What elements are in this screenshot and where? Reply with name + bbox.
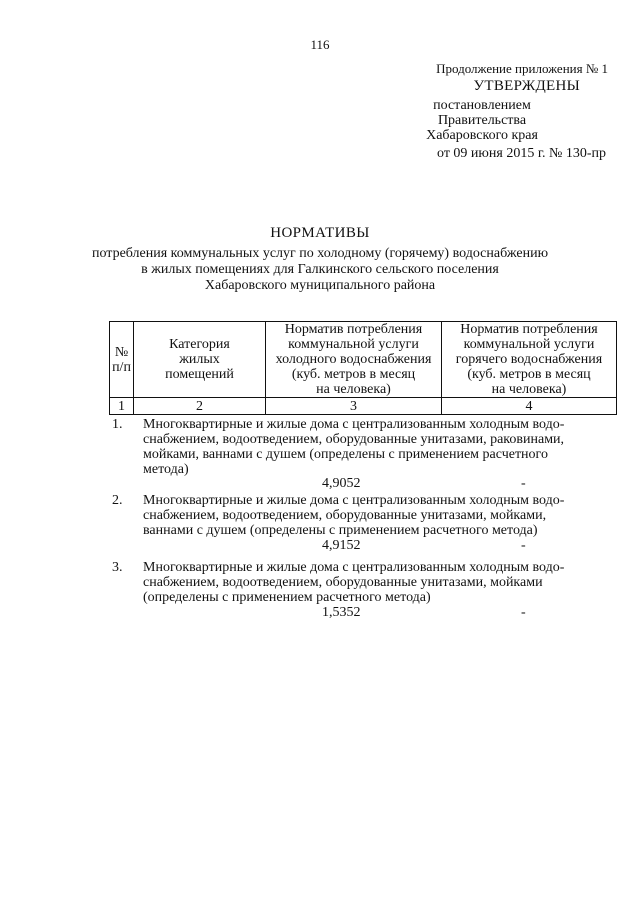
column-numbers-row (110, 398, 617, 415)
column-number: 2 (134, 398, 266, 415)
header-cold-water-norm: Норматив потребления коммунальной услуги холодного водоснабжения (куб. метров в месяц на человека) (266, 322, 442, 398)
approved-heading: УТВЕРЖДЕНЫ (473, 78, 580, 94)
row-description: Многоквартирные и жилые дома с централизованным холодным водо- снабжением, водоотведением, оборудованные унитазами, мойками (определены с применением расчетного метода) (143, 560, 565, 605)
approval-date: от 09 июня 2015 г. № 130-пр (437, 146, 606, 161)
row-description: Многоквартирные и жилые дома с централизованным холодным водо- снабжением, водоотведением, оборудованные унитазами, мойками, ваннами с душем (определены с применением расчетного метода) (143, 493, 565, 538)
cold-water-value: 1,5352 (322, 605, 361, 620)
subtitle-line: в жилых помещениях для Галкинского сельского поселения (141, 262, 499, 277)
approval-line-government: Правительства (437, 113, 527, 128)
cold-water-value: 4,9152 (322, 538, 361, 553)
table-header-row (110, 322, 617, 398)
approval-line-decree: постановлением (433, 98, 531, 113)
hot-water-value: - (521, 605, 526, 620)
subtitle-line: Хабаровского муниципального района (204, 278, 436, 293)
header-category: Категория жилых помещений (134, 322, 266, 398)
page-number: 116 (310, 37, 330, 52)
column-number: 1 (110, 398, 134, 415)
header-hot-water-norm: Норматив потребления коммунальной услуги горячего водоснабжения (куб. метров в месяц на человека) (442, 322, 617, 398)
header-number: № п/п (110, 322, 134, 398)
document-title: НОРМАТИВЫ (270, 225, 370, 241)
hot-water-value: - (521, 476, 526, 491)
document-subtitle (0, 246, 640, 294)
column-number: 4 (442, 398, 617, 415)
continuation-note: Продолжение приложения № 1 (436, 61, 608, 76)
row-description: Многоквартирные и жилые дома с централизованным холодным водо- снабжением, водоотведением, оборудованные унитазами, раковинами, мойками, ваннами с душем (определены с применением расчетного метода) (143, 417, 565, 477)
row-number: 1. (112, 417, 123, 432)
row-number: 2. (112, 493, 123, 508)
hot-water-value: - (521, 538, 526, 553)
column-number: 3 (266, 398, 442, 415)
subtitle-line: потребления коммунальных услуг по холодному (горячему) водоснабжению (91, 246, 549, 261)
cold-water-value: 4,9052 (322, 476, 361, 491)
norms-table-header (109, 321, 617, 415)
approval-line-region: Хабаровского края (426, 128, 538, 143)
row-number: 3. (112, 560, 123, 575)
